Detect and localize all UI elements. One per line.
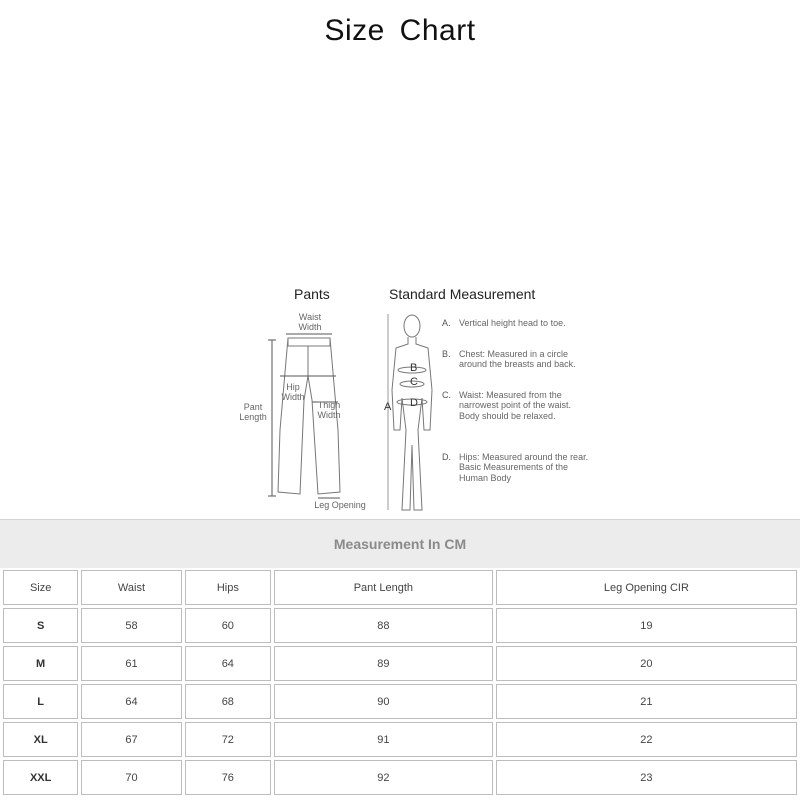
waist-cell: 64 [81,684,181,719]
table-caption: Measurement In CM [0,519,800,568]
leg-opening-cell: 21 [496,684,797,719]
table-row [3,722,797,757]
pants-heading: Pants [294,286,330,302]
pant-length-cell: 91 [274,722,493,757]
table-row [3,760,797,795]
hips-cell: 76 [185,760,271,795]
table-row [3,684,797,719]
note-text: Hips: Measured around the rear. Basic Measurements of the Human Body [459,452,589,483]
letter-c: C [410,376,418,388]
pant-length-cell: 89 [274,646,493,681]
waist-cell: 58 [81,608,181,643]
column-header: Pant Length [274,570,493,605]
pant-length-cell: 90 [274,684,493,719]
letter-b: B [410,362,418,374]
leg-opening-cell: 23 [496,760,797,795]
size-cell: XXL [3,760,78,795]
table-header-row [3,570,797,605]
letter-a: A [384,401,392,413]
size-cell: M [3,646,78,681]
body-head [404,315,420,337]
note-key: B. [442,349,451,359]
letter-d: D [410,397,418,409]
note-text: Vertical height head to toe. [459,318,566,328]
size-table [0,567,800,798]
leg-opening-cell: 20 [496,646,797,681]
table-row [3,608,797,643]
waist-cell: 67 [81,722,181,757]
note-key: A. [442,318,451,328]
note-text: Chest: Measured in a circle around the breasts and back. [459,349,576,370]
column-header: Hips [185,570,271,605]
note-key: C. [442,390,451,400]
pant-length-cell: 92 [274,760,493,795]
leg-opening-cell: 22 [496,722,797,757]
table-row [3,646,797,681]
leg-opening-label: Leg Opening [314,500,366,510]
pant-length-cell: 88 [274,608,493,643]
pants-waistband [288,338,330,346]
standard-measurement-heading: Standard Measurement [389,286,536,302]
leg-opening-cell: 19 [496,608,797,643]
column-header: Leg Opening CIR [496,570,797,605]
measurement-figure [230,280,589,516]
size-cell: L [3,684,78,719]
hips-cell: 64 [185,646,271,681]
hip-width-label: Hip Width [281,382,305,402]
thigh-width-label: Thigh Width [317,400,341,420]
waist-cell: 61 [81,646,181,681]
hips-cell: 68 [185,684,271,719]
note-key: D. [442,452,451,462]
page-title: Size Chart [324,14,476,47]
waist-width-label: Waist Width [298,312,322,332]
pant-length-label: Pant Length [239,402,267,422]
waist-cell: 70 [81,760,181,795]
hips-cell: 72 [185,722,271,757]
size-cell: XL [3,722,78,757]
column-header: Size [3,570,78,605]
note-text: Waist: Measured from the narrowest point of the waist. Body should be relaxed. [459,390,572,421]
size-cell: S [3,608,78,643]
column-header: Waist [81,570,181,605]
hips-cell: 60 [185,608,271,643]
